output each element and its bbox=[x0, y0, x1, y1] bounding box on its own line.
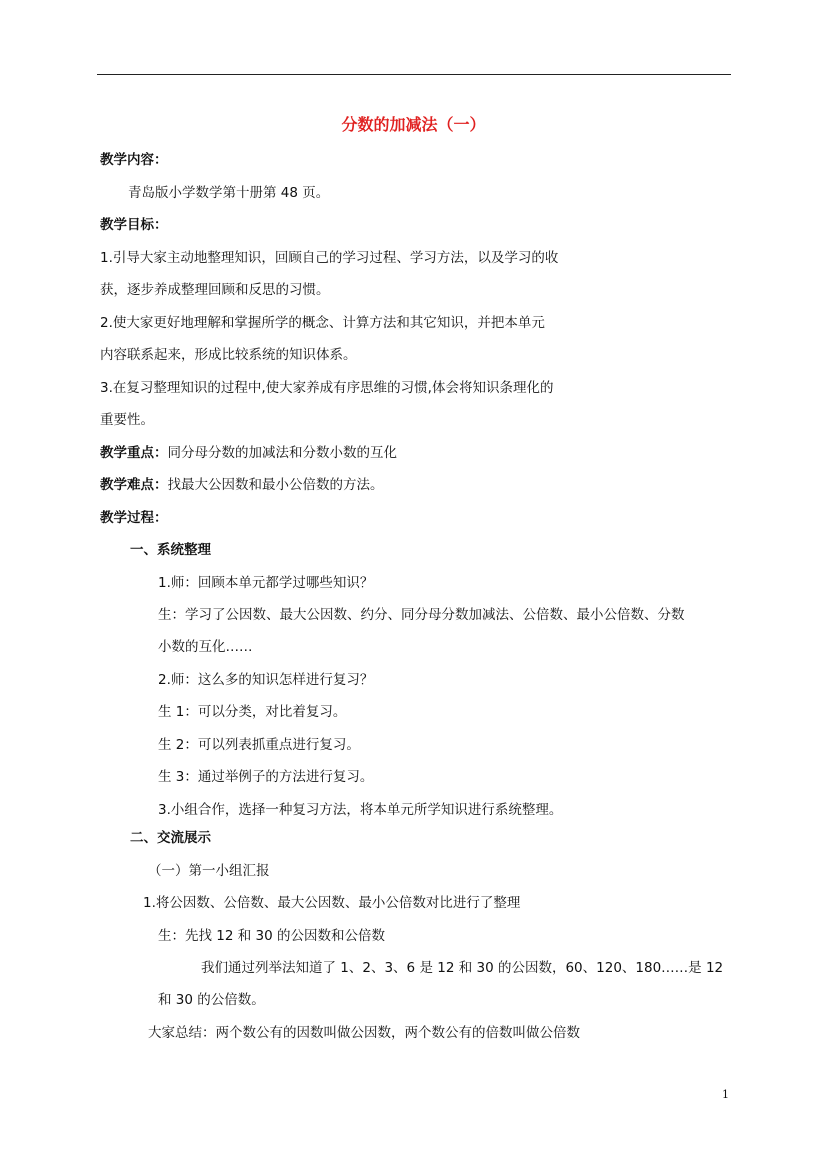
s2-item-3-line-b: 和 30 的公倍数。 bbox=[158, 992, 265, 1008]
section-1-heading: 一、系统整理 bbox=[130, 542, 211, 558]
page-title: 分数的加减法（一） bbox=[341, 115, 486, 134]
s2-item-2: 生：先找 12 和 30 的公因数和公倍数 bbox=[158, 928, 386, 944]
s1-answer-3: 生 2：可以列表抓重点进行复习。 bbox=[158, 737, 360, 753]
goals-label: 教学目标： bbox=[100, 217, 168, 233]
s1-question-1: 1.师：回顾本单元都学过哪些知识？ bbox=[158, 575, 374, 591]
difficulty-label: 教学难点： bbox=[100, 477, 168, 493]
content-label: 教学内容： bbox=[100, 152, 168, 168]
goal-2-line-a: 2.使大家更好地理解和掌握所学的概念、计算方法和其它知识，并把本单元 bbox=[100, 315, 545, 331]
s1-question-2: 2.师：这么多的知识怎样进行复习？ bbox=[158, 672, 374, 688]
s1-answer-2: 生 1：可以分类，对比着复习。 bbox=[158, 704, 347, 720]
goal-2-line-b: 内容联系起来，形成比较系统的知识体系。 bbox=[100, 347, 357, 363]
goal-3-line-b: 重要性。 bbox=[100, 412, 154, 428]
s1-answer-4: 生 3：通过举例子的方法进行复习。 bbox=[158, 769, 374, 785]
key-point-text: 同分母分数的加减法和分数小数的互化 bbox=[167, 445, 397, 461]
s1-question-3: 3.小组合作，选择一种复习方法，将本单元所学知识进行系统整理。 bbox=[158, 802, 563, 818]
s2-item-1: 1.将公因数、公倍数、最大公因数、最小公倍数对比进行了整理 bbox=[143, 895, 521, 911]
goal-1-line-a: 1.引导大家主动地整理知识，回顾自己的学习过程、学习方法，以及学习的收 bbox=[100, 250, 559, 266]
header-rule bbox=[97, 74, 731, 75]
s2-summary: 大家总结：两个数公有的因数叫做公因数，两个数公有的倍数叫做公倍数 bbox=[148, 1025, 580, 1041]
section-2-heading: 二、交流展示 bbox=[130, 830, 211, 846]
difficulty-line bbox=[100, 475, 384, 495]
content-text: 青岛版小学数学第十册第 48 页。 bbox=[128, 185, 330, 201]
goal-1-line-b: 获，逐步养成整理回顾和反思的习惯。 bbox=[100, 282, 330, 298]
goal-3-line-a: 3.在复习整理知识的过程中,使大家养成有序思维的习惯,体会将知识条理化的 bbox=[100, 380, 554, 396]
key-point-label: 教学重点： bbox=[100, 445, 168, 461]
key-point-line bbox=[100, 443, 397, 463]
process-label: 教学过程： bbox=[100, 510, 168, 526]
s2-subheading: （一）第一小组汇报 bbox=[148, 863, 270, 879]
difficulty-text: 找最大公因数和最小公倍数的方法。 bbox=[167, 477, 384, 493]
s1-answer-1-line-b: 小数的互化…… bbox=[158, 639, 253, 655]
page-number: 1 bbox=[722, 1088, 729, 1101]
s2-item-3-line-a: 我们通过列举法知道了 1、2、3、6 是 12 和 30 的公因数，60、120、180……是 12 bbox=[201, 960, 724, 976]
s1-answer-1-line-a: 生：学习了公因数、最大公因数、约分、同分母分数加减法、公倍数、最小公倍数、分数 bbox=[158, 607, 685, 623]
